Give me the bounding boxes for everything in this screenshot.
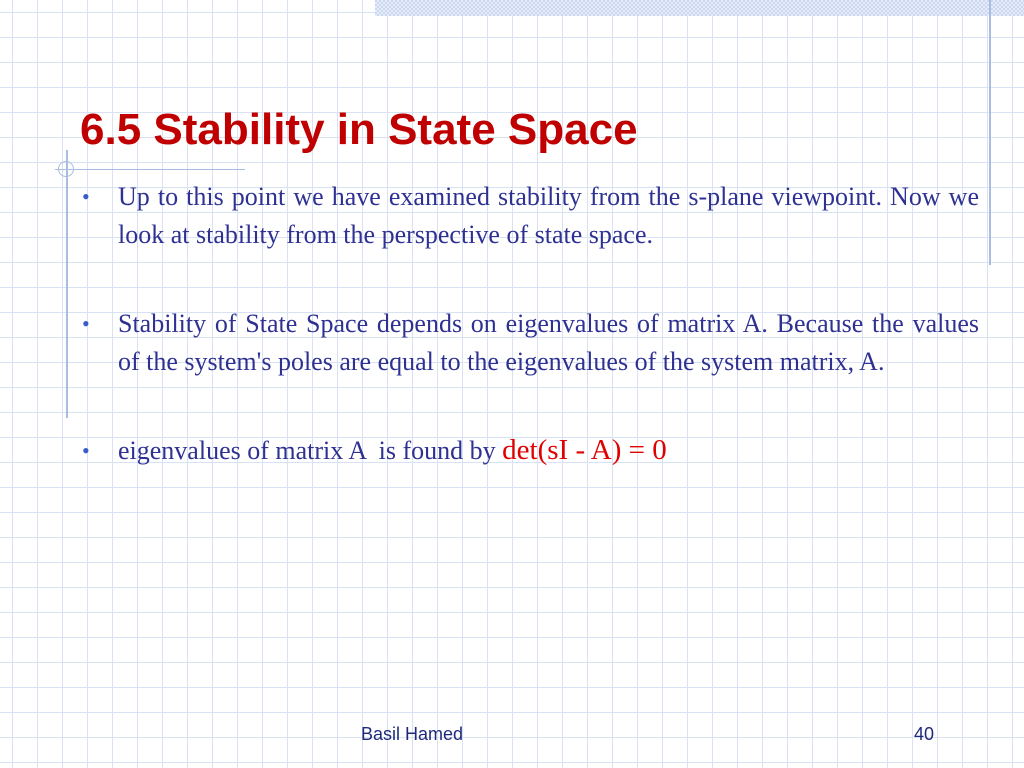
footer-author: Basil Hamed: [361, 724, 464, 744]
left-vertical-rule: [66, 150, 68, 418]
bullet-list: [80, 178, 979, 470]
bullet-item-3: [80, 432, 979, 470]
top-decorative-band: [375, 0, 1024, 16]
bullet-item-1: [80, 178, 979, 253]
bullet-text-1: Up to this point we have examined stability from the s-plane viewpoint. Now we look at stability from the perspective of state space.: [118, 182, 979, 249]
bullet-dot-icon: •: [82, 311, 90, 336]
bullet-dot-icon: •: [82, 184, 90, 209]
circle-ornament-icon: [58, 161, 74, 177]
slide-title: 6.5 Stability in State Space: [80, 105, 638, 154]
bullet-dot-icon: •: [82, 438, 90, 463]
page-number: 40: [914, 724, 935, 744]
determinant-formula: det(sI - A) = 0: [502, 434, 667, 466]
right-vertical-rule: [989, 0, 991, 265]
bullet-text-2: Stability of State Space depends on eigenvalues of matrix A. Because the values of the system's poles are equal to the eigenvalues of the system matrix, A.: [118, 309, 979, 376]
bullet-text-3: eigenvalues of matrix A is found by: [118, 436, 503, 465]
bullet-item-2: [80, 305, 979, 380]
title-underline-rule: [55, 169, 245, 170]
